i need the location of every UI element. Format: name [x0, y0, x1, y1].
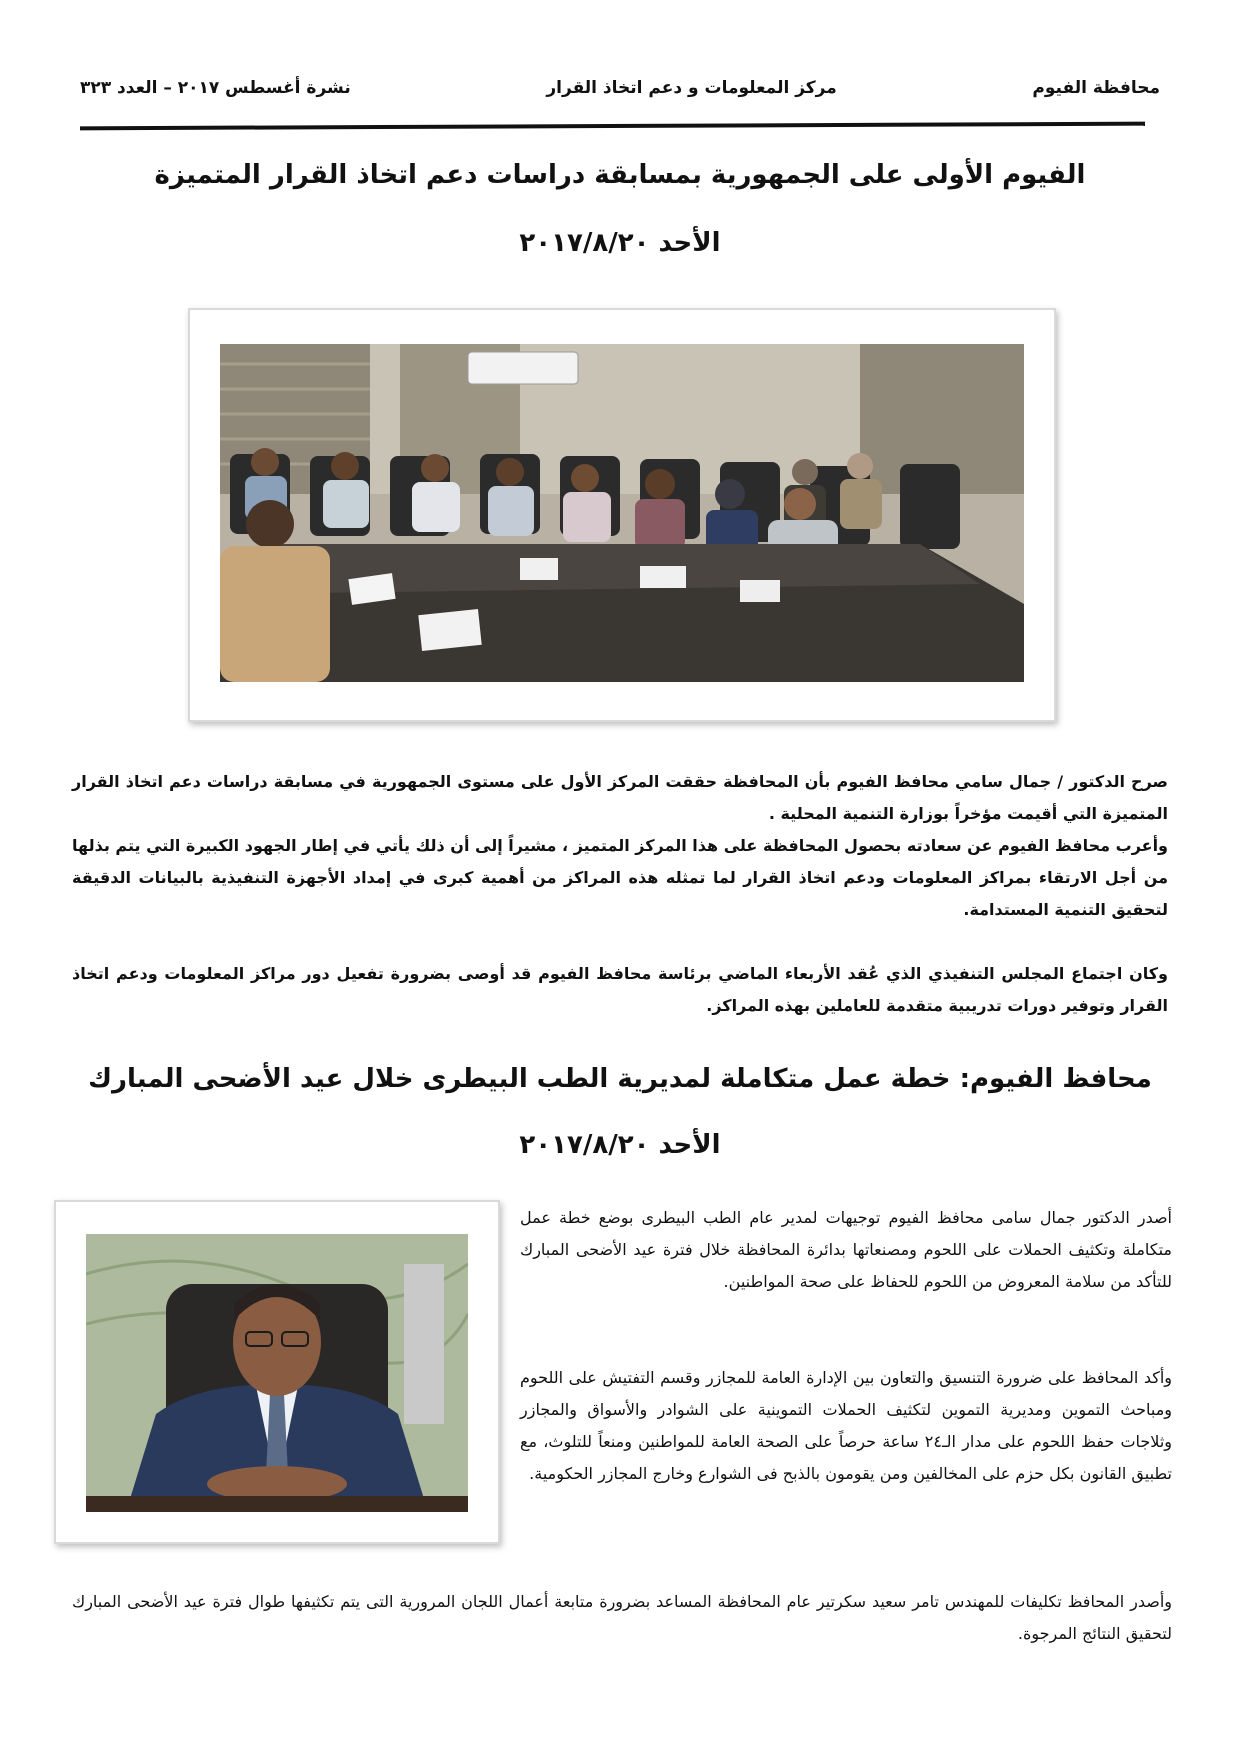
article1-title: الفيوم الأولى على الجمهورية بمسابقة دراسات دعم اتخاذ القرار المتميزة	[154, 160, 1086, 190]
article2-date: الأحد ٢٠١٧/٨/٢٠	[519, 1130, 721, 1160]
header-divider	[80, 122, 1145, 131]
article1-paragraph-1: صرح الدكتور / جمال سامي محافظ الفيوم بأن المحافظة حققت المركز الأول على مستوى الجمهورية في مسابقة دراسات دعم اتخاذ القرار المتميزة التي أقيمت مؤخراً بوزارة التنمية المحلية .	[72, 772, 1168, 823]
article1-paragraph-2: وأعرب محافظ الفيوم عن سعادته بحصول المحافظة على هذا المركز المتميز ، مشيراً إلى أن ذلك يأتي في إطار الجهود الكبيرة التي يتم بذلها من أجل الارتقاء بمراكز المعلومات ودعم اتخاذ القرار لما تمثله هذه المراكز من أهمية كبرى في إمداد الأجهزة التنفيذية بالبيانات الدقيقة لتحقيق التنمية المستدامة.	[72, 836, 1168, 919]
header-issue: نشرة أغسطس ٢٠١٧ – العدد ٣٢٣	[80, 78, 351, 98]
header-governorate: محافظة الفيوم	[1032, 78, 1160, 98]
article2-title: محافظ الفيوم: خطة عمل متكاملة لمديرية الطب البيطرى خلال عيد الأضحى المبارك	[88, 1064, 1152, 1094]
article1-paragraph-3: وكان اجتماع المجلس التنفيذي الذي عُقد الأربعاء الماضي برئاسة محافظ الفيوم قد أوصى بضرورة تفعيل دور مراكز المعلومات ودعم اتخاذ القرار وتوفير دورات تدريبية متقدمة للعاملين بهذه المراكز.	[72, 964, 1168, 1015]
governor-portrait	[86, 1234, 468, 1512]
meeting-photo	[220, 344, 1024, 682]
article1-date: الأحد ٢٠١٧/٨/٢٠	[519, 228, 721, 258]
header-center-name: مركز المعلومات و دعم اتخاذ القرار	[546, 78, 837, 98]
page-header	[80, 70, 1160, 106]
article2-photo-frame	[54, 1200, 500, 1544]
article2-paragraph-3: وأصدر المحافظ تكليفات للمهندس تامر سعيد سكرتير عام المحافظة المساعد بضرورة متابعة أعمال اللجان المرورية التى يتم تكثيفها طوال فترة عيد الأضحى المبارك لتحقيق النتائج المرجوة.	[72, 1592, 1172, 1643]
article2-paragraph-2: وأكد المحافظ على ضرورة التنسيق والتعاون بين الإدارة العامة للمجازر وقسم التفتيش على اللحوم ومباحث التموين ومديرية التموين لتكثيف الحملات التموينية على الشوادر والأسواق والمجازر وثلاجات حفظ اللحوم على مدار الـ٢٤ ساعة حرصاً على الصحة العامة للمواطنين ومنعاً للتلوث، مع تطبيق القانون بكل حزم على المخالفين ومن يقومون بالذبح فى الشوارع وخارج المجازر الحكومية.	[520, 1368, 1172, 1483]
article1-photo-frame	[188, 308, 1056, 722]
article2-paragraph-1: أصدر الدكتور جمال سامى محافظ الفيوم توجيهات لمدير عام الطب البيطرى بوضع خطة عمل متكاملة وتكثيف الحملات على اللحوم ومصنعاتها بدائرة المحافظة خلال فترة عيد الأضحى المبارك للتأكد من سلامة المعروض من اللحوم للحفاظ على صحة المواطنين.	[520, 1208, 1172, 1291]
